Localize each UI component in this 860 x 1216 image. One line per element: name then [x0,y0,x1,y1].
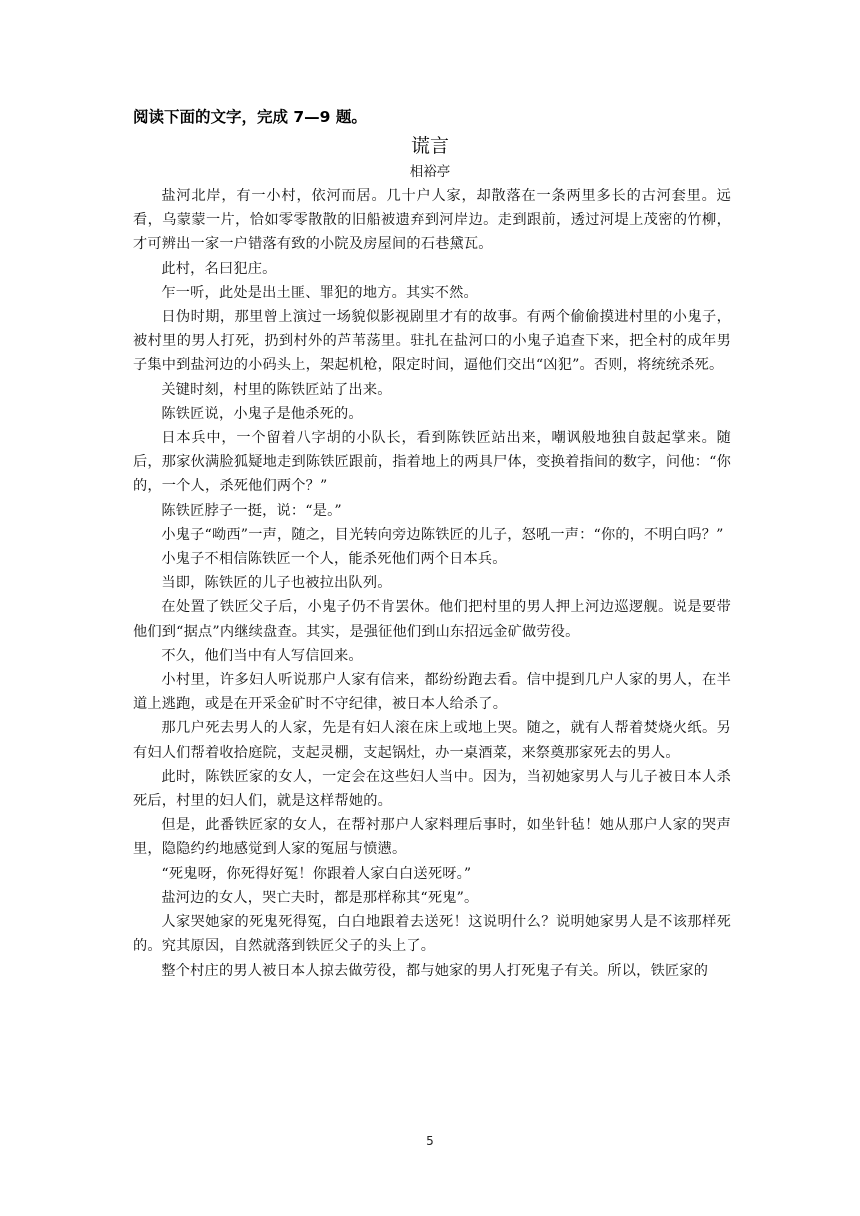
paragraph: “死鬼呀，你死得好冤！你跟着人家白白送死呀。” [161,865,472,882]
paragraph: 当即，陈铁匠的儿子也被拉出队列。 [161,575,392,592]
paragraph: 陈铁匠脖子一挺，说：“是。” [161,502,342,519]
paragraph: 乍一听，此处是出土匪、罪犯的地方。其实不然。 [161,284,478,301]
paragraph: 此时，陈铁匠家的女人，一定会在这些妇人当中。因为，当初她家男人与儿子被日本人杀死后，村里的妇人们，就是这样帮她的。 [133,768,731,810]
article-title: 谎言 [410,135,449,157]
paragraph: 小鬼子不相信陈铁匠一个人，能杀死他们两个日本兵。 [161,551,507,568]
paragraph: 那几户死去男人的人家，先是有妇人滚在床上或地上哭。随之，就有人帮着焚烧火纸。另有妇人们帮着收拾庭院，支起灵棚，支起锅灶，办一桌酒菜，来祭奠那家死去的男人。 [133,720,731,761]
article-author: 相裕亭 [409,164,451,180]
page-number: 5 [426,1134,434,1148]
article-body [133,184,731,983]
paragraph: 盐河北岸，有一小村，依河而居。几十户人家，却散落在一条两里多长的古河套里。远看，乌蒙蒙一片，恰如零零散散的旧船被遗弃到河岸边。走到跟前，透过河堤上茂密的竹柳，才可辨出一家一户错落有致的小院及房屋间的石巷黛瓦。 [133,188,731,253]
paragraph: 小鬼子“呦西”一声，随之，目光转向旁边陈铁匠的儿子，怒吼一声：“你的，不明白吗？” [161,526,724,543]
paragraph: 关键时刻，村里的陈铁匠站了出来。 [161,381,392,398]
paragraph: 人家哭她家的死鬼死得冤，白白地跟着去送死！这说明什么？说明她家男人是不该那样死的。究其原因，自然就落到铁匠父子的头上了。 [133,914,731,955]
paragraph: 但是，此番铁匠家的女人，在帮衬那户人家料理后事时，如坐针毡！她从那户人家的哭声里，隐隐约约地感觉到人家的冤屈与愤懑。 [133,817,731,858]
question-instruction: 阅读下面的文字，完成 7—9 题。 [133,108,367,126]
paragraph: 小村里，许多妇人听说那户人家有信来，都纷纷跑去看。信中提到几户人家的男人，在半道上逃跑，或是在开采金矿时不守纪律，被日本人给杀了。 [133,672,731,713]
paragraph: 整个村庄的男人被日本人掠去做劳役，都与她家的男人打死鬼子有关。所以，铁匠家的 [161,962,709,979]
paragraph: 不久，他们当中有人写信回来。 [161,647,363,664]
paragraph: 陈铁匠说，小鬼子是他杀死的。 [161,405,363,422]
paragraph: 在处置了铁匠父子后，小鬼子仍不肯罢休。他们把村里的男人押上河边巡逻舰。说是要带他们到“据点”内继续盘查。其实，是强征他们到山东招远金矿做劳役。 [133,599,731,640]
paragraph: 日伪时期，那里曾上演过一场貌似影视剧里才有的故事。有两个偷偷摸进村里的小鬼子，被村里的男人打死，扔到村外的芦苇荡里。驻扎在盐河口的小鬼子追查下来，把全村的成年男子集中到盐河边的小码头上，架起机枪，限定时间，逼他们交出“凶犯”。否则，将统统杀死。 [133,309,731,374]
paragraph: 盐河边的女人，哭亡夫时，都是那样称其“死鬼”。 [161,889,479,906]
paragraph: 日本兵中，一个留着八字胡的小队长，看到陈铁匠站出来，嘲讽般地独自鼓起掌来。随后，那家伙满脸狐疑地走到陈铁匠跟前，指着地上的两具尸体，变换着指间的数字，问他：“你的，一个人，杀死他们两个？” [133,430,731,495]
paragraph: 此村，名曰犯庄。 [161,260,277,277]
